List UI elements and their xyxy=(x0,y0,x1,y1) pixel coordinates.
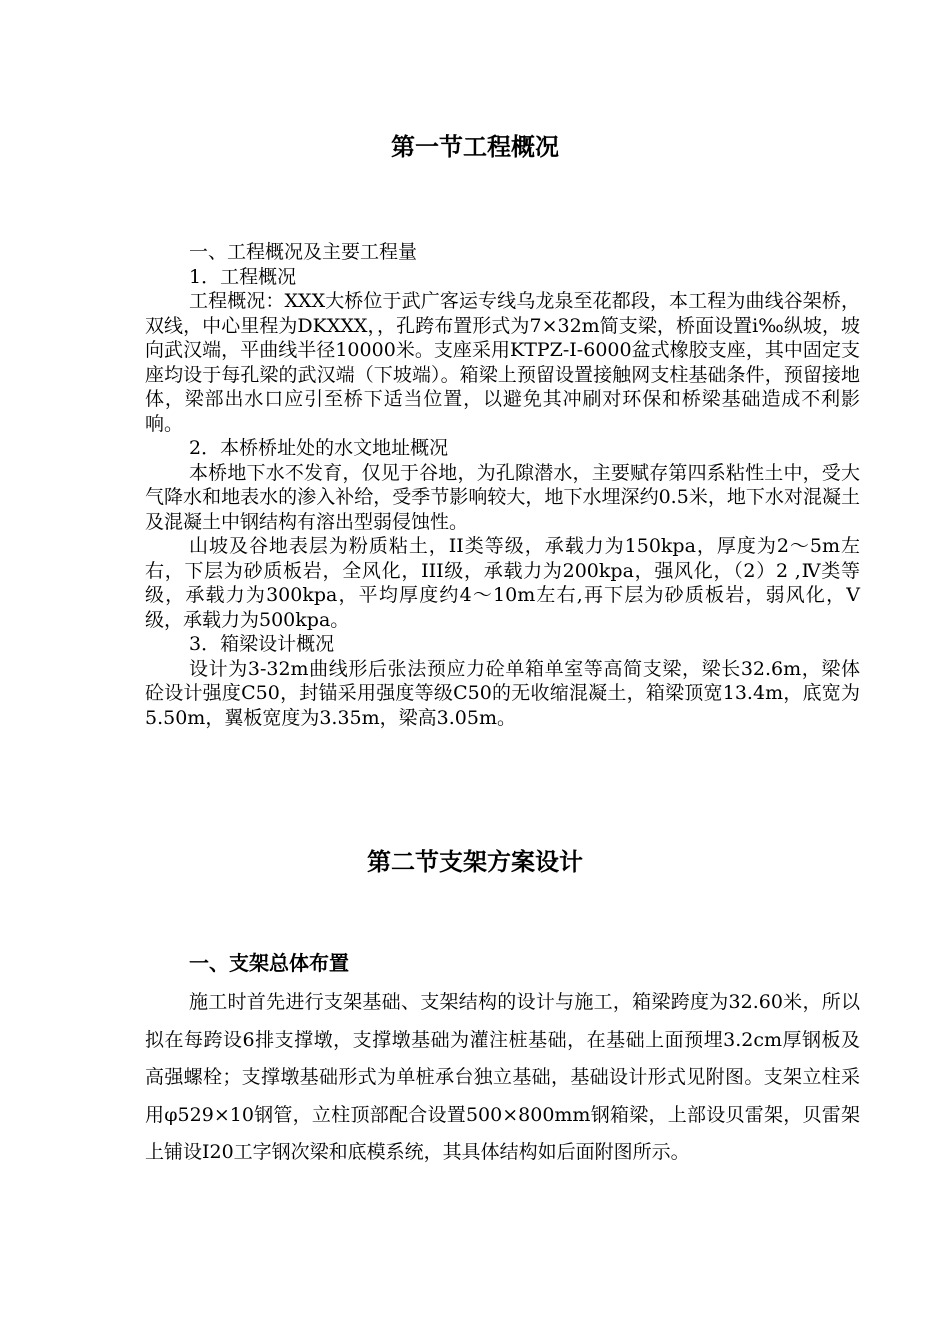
section-1-body xyxy=(145,240,860,730)
section-1-heading: 一、工程概况及主要工程量 xyxy=(189,241,418,263)
section-1-title: 第一节工程概况 xyxy=(391,132,559,161)
section-2-heading: 一、支架总体布置 xyxy=(189,951,349,975)
paragraph-box-girder: 设计为3-32m曲线形后张法预应力砼单箱单室等高简支梁，梁长32.6m，梁体砼设计强度C50，封锚采用强度等级C50的无收缩混凝土，箱梁顶宽13.4m，底宽为5.50m，翼板宽度为3.35m，梁高3.05m。 xyxy=(145,657,860,729)
paragraph-soil-layers: 山坡及谷地表层为粉质粘土，II类等级，承载力为150kpa，厚度为2～5m左右，下层为砂质板岩，全风化，III级，承载力为200kpa，强风化，（2）2 ,Ⅳ类等级，承载力为300kpa，平均厚度约4～10m左右,再下层为砂质板岩，弱风化，Ⅴ级，承载力为500kpa。 xyxy=(145,535,860,631)
subheading-project-overview: 1．工程概况 xyxy=(189,265,297,288)
paragraph-groundwater: 本桥地下水不发育，仅见于谷地，为孔隙潜水，主要赋存第四系粘性土中，受大气降水和地表水的渗入补给，受季节影响较大，地下水埋深约0.5米，地下水对混凝土及混凝土中钢结构有溶出型弱侵蚀性。 xyxy=(145,461,860,533)
section-2-title: 第二节支架方案设计 xyxy=(367,847,583,876)
paragraph-project-overview: 工程概况：XXX大桥位于武广客运专线乌龙泉至花都段，本工程为曲线谷架桥，双线，中心里程为DKXXX，，孔跨布置形式为7×32m简支梁，桥面设置i‰纵坡，坡向武汉端，平曲线半径10000米。支座采用KTPZ-I-6000盆式橡胶支座，其中固定支座均设于每孔梁的武汉端（下坡端）。箱梁上预留设置接触网支柱基础条件，预留接地体，梁部出水口应引至桥下适当位置，以避免其冲刷对环保和桥梁基础造成不利影响。 xyxy=(145,290,860,435)
paragraph-support-layout: 施工时首先进行支架基础、支架结构的设计与施工，箱梁跨度为32.60米，所以拟在每跨设6排支撑墩，支撑墩基础为灌注桩基础，在基础上面预埋3.2cm厚钢板及高强螺栓；支撑墩基础形式为单桩承台独立基础，基础设计形式见附图。支架立柱采用φ529×10钢管，立柱顶部配合设置500×800mm钢箱梁，上部设贝雷架，贝雷架上铺设I20工字钢次梁和底模系统，其具体结构如后面附图所示。 xyxy=(145,991,860,1163)
subheading-hydrogeology: 2．本桥桥址处的水文地址概况 xyxy=(189,437,449,459)
subheading-box-girder: 3．箱梁设计概况 xyxy=(189,633,335,655)
